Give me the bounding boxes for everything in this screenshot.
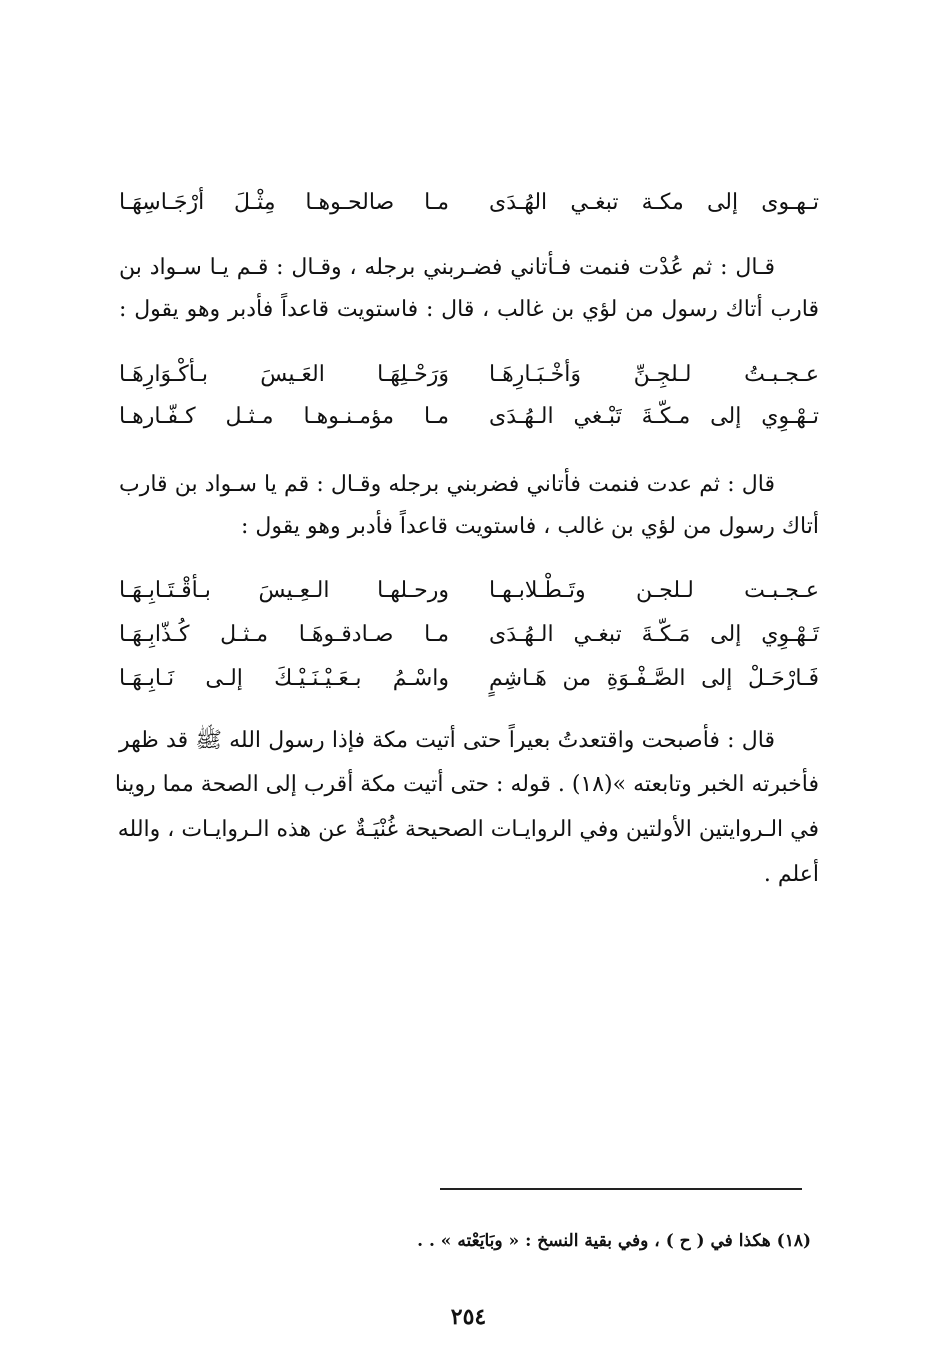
footnote: (١٨) هكذا في ( ح ) ، وفي بقية النسخ : « وبَايَعْته » . . (417, 1231, 811, 1251)
verse-hemistich-right: عـجـبـت لـلجـن وتَـطْـلابـهـا (489, 578, 819, 603)
paragraph-line: قارب أتاك رسول من لؤي بن غالب ، قال : فاستويت قاعداً فأدبر وهو يقول : (119, 297, 819, 322)
verse-hemistich-right: تـهْـوِي إلى مـكّـةَ تَبْـغي الـهُـدَى (489, 404, 819, 429)
paragraph-line: قال : فأصبحت واقتعدتُ بعيراً حتى أتيت مكة فإذا رسول الله ﷺ قد ظهر (119, 728, 775, 753)
verse-hemistich-left: واسْـمُ بـعَـيْـنَـيْـكَ إلـى نَـابِـهَـا (119, 666, 449, 691)
verse-line (119, 400, 819, 434)
paragraph-line: أعلم . (763, 862, 819, 887)
verse-hemistich-right: فَـارْحَـلْ إلى الصَّـفْـوَةِ من هَـاشِمٍ (489, 666, 819, 691)
verse-hemistich-left: مـا صـادقـوهَـا مـثـل كُـذّابِـهَـا (119, 622, 449, 647)
verse-hemistich-right: تـهـوى إلى مكـة تبغـي الهُـدَى (489, 190, 819, 215)
paragraph-line: قال : ثم عدت فنمت فأتاني فضربني برجله وقـال : قم يا سـواد بن قارب (119, 472, 775, 497)
paragraph-line: فأخبرته الخبر وتابعته »(١٨) . قوله : حتى أتيت مكة أقرب إلى الصحة مما روينا (114, 772, 819, 797)
verse-hemistich-right: عـجـبـتُ لـلجِـنِّ وَأخْـبَـارِهَـا (489, 362, 819, 387)
verse-line (119, 618, 819, 652)
verse-line-top (119, 186, 819, 220)
verse-hemistich-left: وَرَحْـلِهَـا العَـيسَ بـأكْـوَارِهَـا (119, 362, 449, 387)
paragraph-line: في الـروايتين الأولتين وفي الروايـات الصحيحة غُنْيَـةٌ عن هذه الـروايـات ، والله (117, 817, 819, 842)
verse-line (119, 358, 819, 392)
paragraph-line: أتاك رسول من لؤي بن غالب ، فاستويت قاعداً فأدبر وهو يقول : (241, 514, 819, 539)
verse-hemistich-left: مـا مؤمـنـوهـا مـثـل كـفّـارهـا (119, 404, 449, 429)
verse-hemistich-right: تَـهْـوِي إلى مَـكّـةَ تبغـي الـهُـدَى (489, 622, 819, 647)
footnote-separator (440, 1188, 802, 1190)
verse-hemistich-left: مـا صالحـوهـا مِثْـلَ أرْجَـاسِهَـا (119, 190, 449, 215)
verse-line (119, 662, 819, 696)
verse-line (119, 574, 819, 608)
paragraph-line: قـال : ثم عُدْت فنمت فـأتاني فضـربني برجله ، وقـال : قـم يـا سـواد بن (119, 255, 775, 280)
verse-hemistich-left: ورحـلهـا الـعِـيسَ بـأقْـتَـابِـهَـا (119, 578, 449, 603)
page-number: ٢٥٤ (450, 1304, 487, 1330)
